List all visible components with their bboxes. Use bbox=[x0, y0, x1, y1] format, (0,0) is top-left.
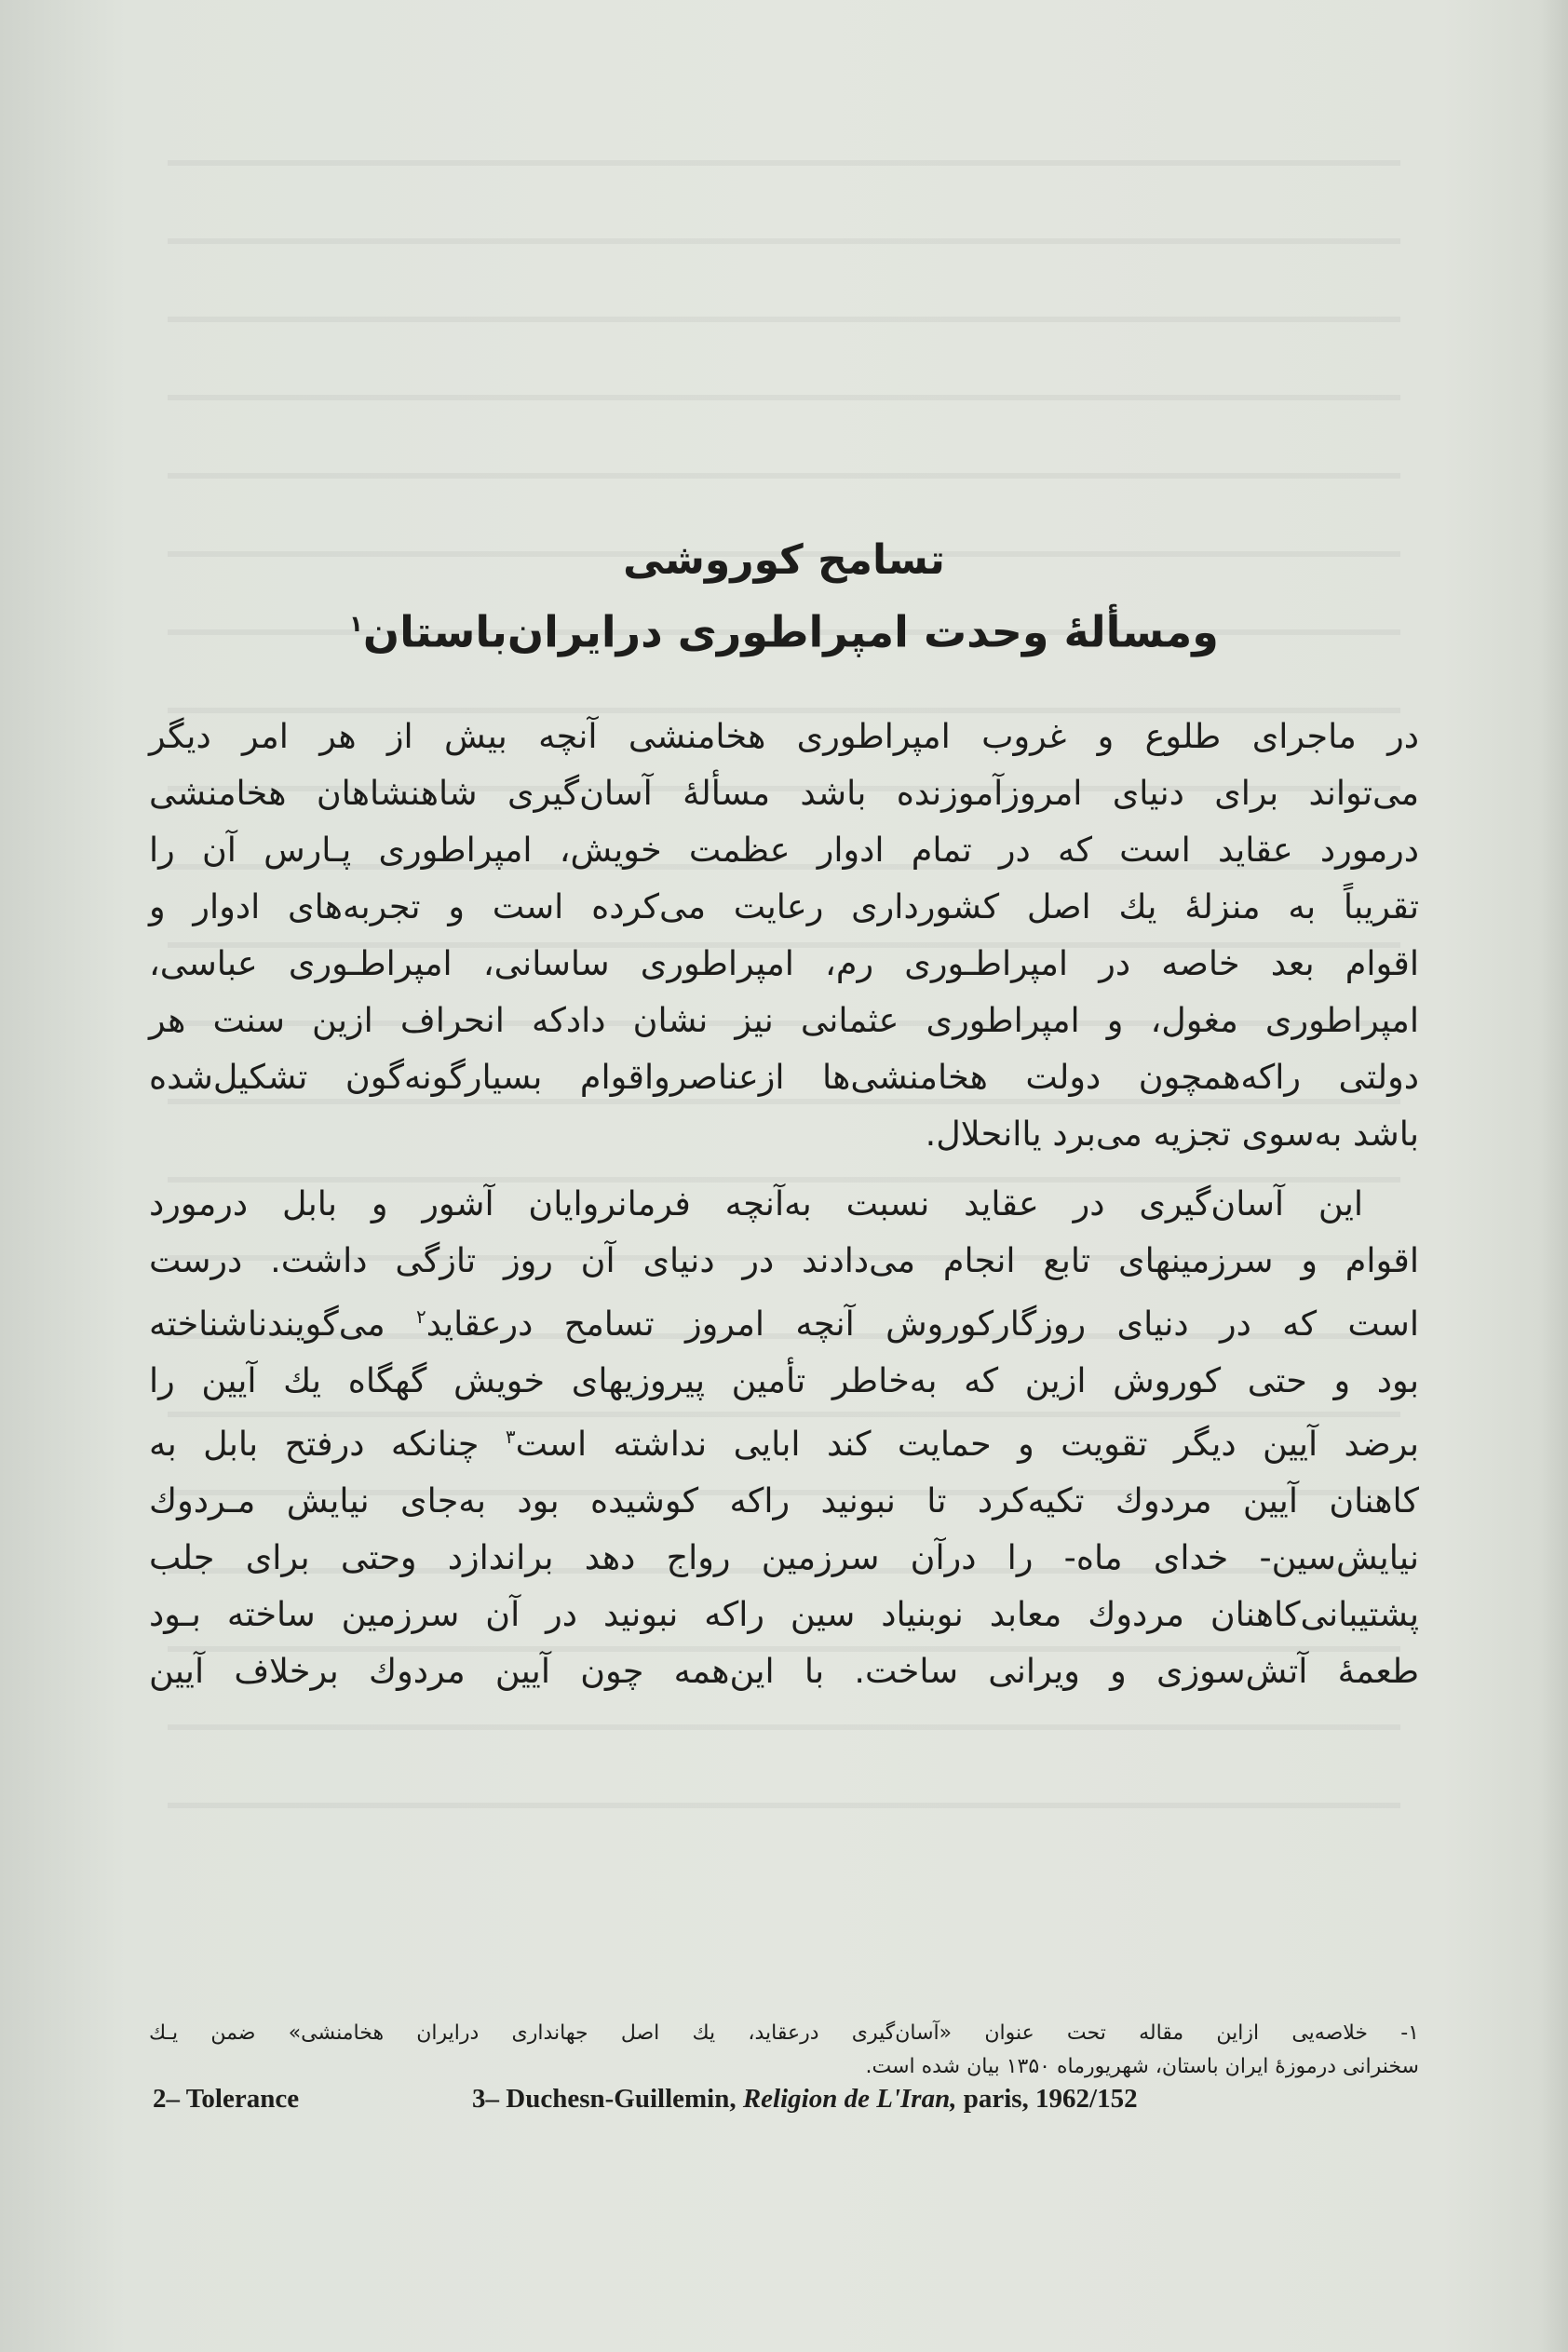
footnote-marker-2: ۲ bbox=[416, 1305, 426, 1328]
text-line: این آسان‌گیری در عقاید نسبت به‌آنچه فرمانروایان آشور و بابل درمورد bbox=[149, 1183, 1363, 1223]
text-line: کاهنان آیین مردوك تکیه‌کرد تا نبونید راکه کوشیده بود به‌جای نیایش مـردوك bbox=[149, 1480, 1419, 1521]
footnote-marker-1: ۱ bbox=[349, 611, 363, 637]
text-line: دولتی راکه‌همچون دولت هخامنشی‌ها ازعناصرواقوام بسیارگونه‌گون تشکیل‌شده bbox=[149, 1057, 1419, 1097]
body-text bbox=[149, 708, 1419, 1699]
page-edge-shadow bbox=[1540, 0, 1568, 2352]
footnote-3-details: paris, 1962/152 bbox=[963, 2084, 1138, 2114]
text-line: بود و حتی کوروش ازین که به‌خاطر تأمین پیروزیهای خویش گهگاه یك آیین را bbox=[149, 1360, 1419, 1401]
footnote-line: ۱- خلاصه‌یی ازاین مقاله تحت عنوان «آسان‌گیری درعقاید، یك اصل جهانداری درایران هخامنشی» ضمن یـك bbox=[149, 2021, 1419, 2045]
text-line: اقوام بعد خاصه در امپراطـوری رم، امپراطوری ساسانی، امپراطـوری عباسی، bbox=[149, 943, 1419, 983]
text-line: باشد به‌سوی تجزیه می‌برد یاانحلال. bbox=[925, 1114, 1419, 1154]
footnote-3 bbox=[472, 2080, 1138, 2117]
text-line: اقوام و سرزمینهای تابع انجام می‌دادند در دنیای آن روز تازگی داشت. درست bbox=[149, 1240, 1419, 1280]
text-line: نیایش‌سین- خدای ماه- را درآن سرزمین رواج دهد براندازد وحتی برای جلب bbox=[149, 1537, 1419, 1578]
text-segment: است که در دنیای روزگارکوروش آنچه امروز تسامح درعقاید bbox=[426, 1304, 1419, 1345]
footnote-2: 2– Tolerance bbox=[153, 2084, 300, 2114]
text-line: تقریباً به منزلهٔ یك اصل کشورداری رعایت می‌کرده است و تجربه‌های ادوار و bbox=[149, 886, 1419, 926]
footnote-3-title: Religion de L'Iran, bbox=[742, 2084, 957, 2114]
text-line: امپراطوری مغول، و امپراطوری عثمانی نیز نشان دادکه انحراف ازین سنت هر bbox=[149, 1000, 1419, 1040]
text-segment: می‌گویندناشناخته bbox=[149, 1304, 385, 1345]
text-line bbox=[149, 1289, 1419, 1352]
paragraph-1 bbox=[149, 708, 1419, 1162]
text-segment: برضد آیین دیگر تقویت و حمایت کند ابایی نداشته است bbox=[515, 1424, 1419, 1465]
text-segment: چنانکه درفتح بابل به bbox=[149, 1424, 480, 1465]
footnote-1 bbox=[149, 2017, 1419, 2084]
chapter-subtitle bbox=[149, 590, 1419, 665]
text-line: می‌تواند برای دنیای امروزآموزنده باشد مسألهٔ آسان‌گیری شاهنشاهان هخامنشی bbox=[149, 773, 1419, 813]
chapter-heading bbox=[149, 531, 1419, 665]
text-line: در ماجرای طلوع و غروب امپراطوری هخامنشی آنچه بیش از هر امر دیگر bbox=[149, 716, 1419, 756]
chapter-subtitle-text: ومسألهٔ وحدت امپراطوری درایران‌باستان bbox=[362, 606, 1219, 657]
footnote-3-author: 3– Duchesn-Guillemin, bbox=[472, 2084, 737, 2114]
chapter-title: تسامح کوروشی bbox=[623, 536, 945, 584]
footnote-marker-3: ۳ bbox=[505, 1426, 516, 1449]
text-line: پشتیبانی‌کاهنان مردوك معابد نوبنیاد سین راکه نبونید در آن سرزمین ساخته بـود bbox=[149, 1594, 1419, 1635]
text-line: درمورد عقاید است که در تمام ادوار عظمت خویش، امپراطوری پـارس آن را bbox=[149, 830, 1419, 870]
text-line: طعمهٔ آتش‌سوزی و ویرانی ساخت. با این‌همه چون آیین مردوك برخلاف آیین bbox=[149, 1651, 1419, 1692]
paragraph-2 bbox=[149, 1175, 1419, 1699]
text-line bbox=[149, 1409, 1419, 1472]
footnote-line: سخنرانی درموزهٔ ایران باستان، شهریورماه ۱۳۵۰ بیان شده است. bbox=[865, 2055, 1419, 2078]
